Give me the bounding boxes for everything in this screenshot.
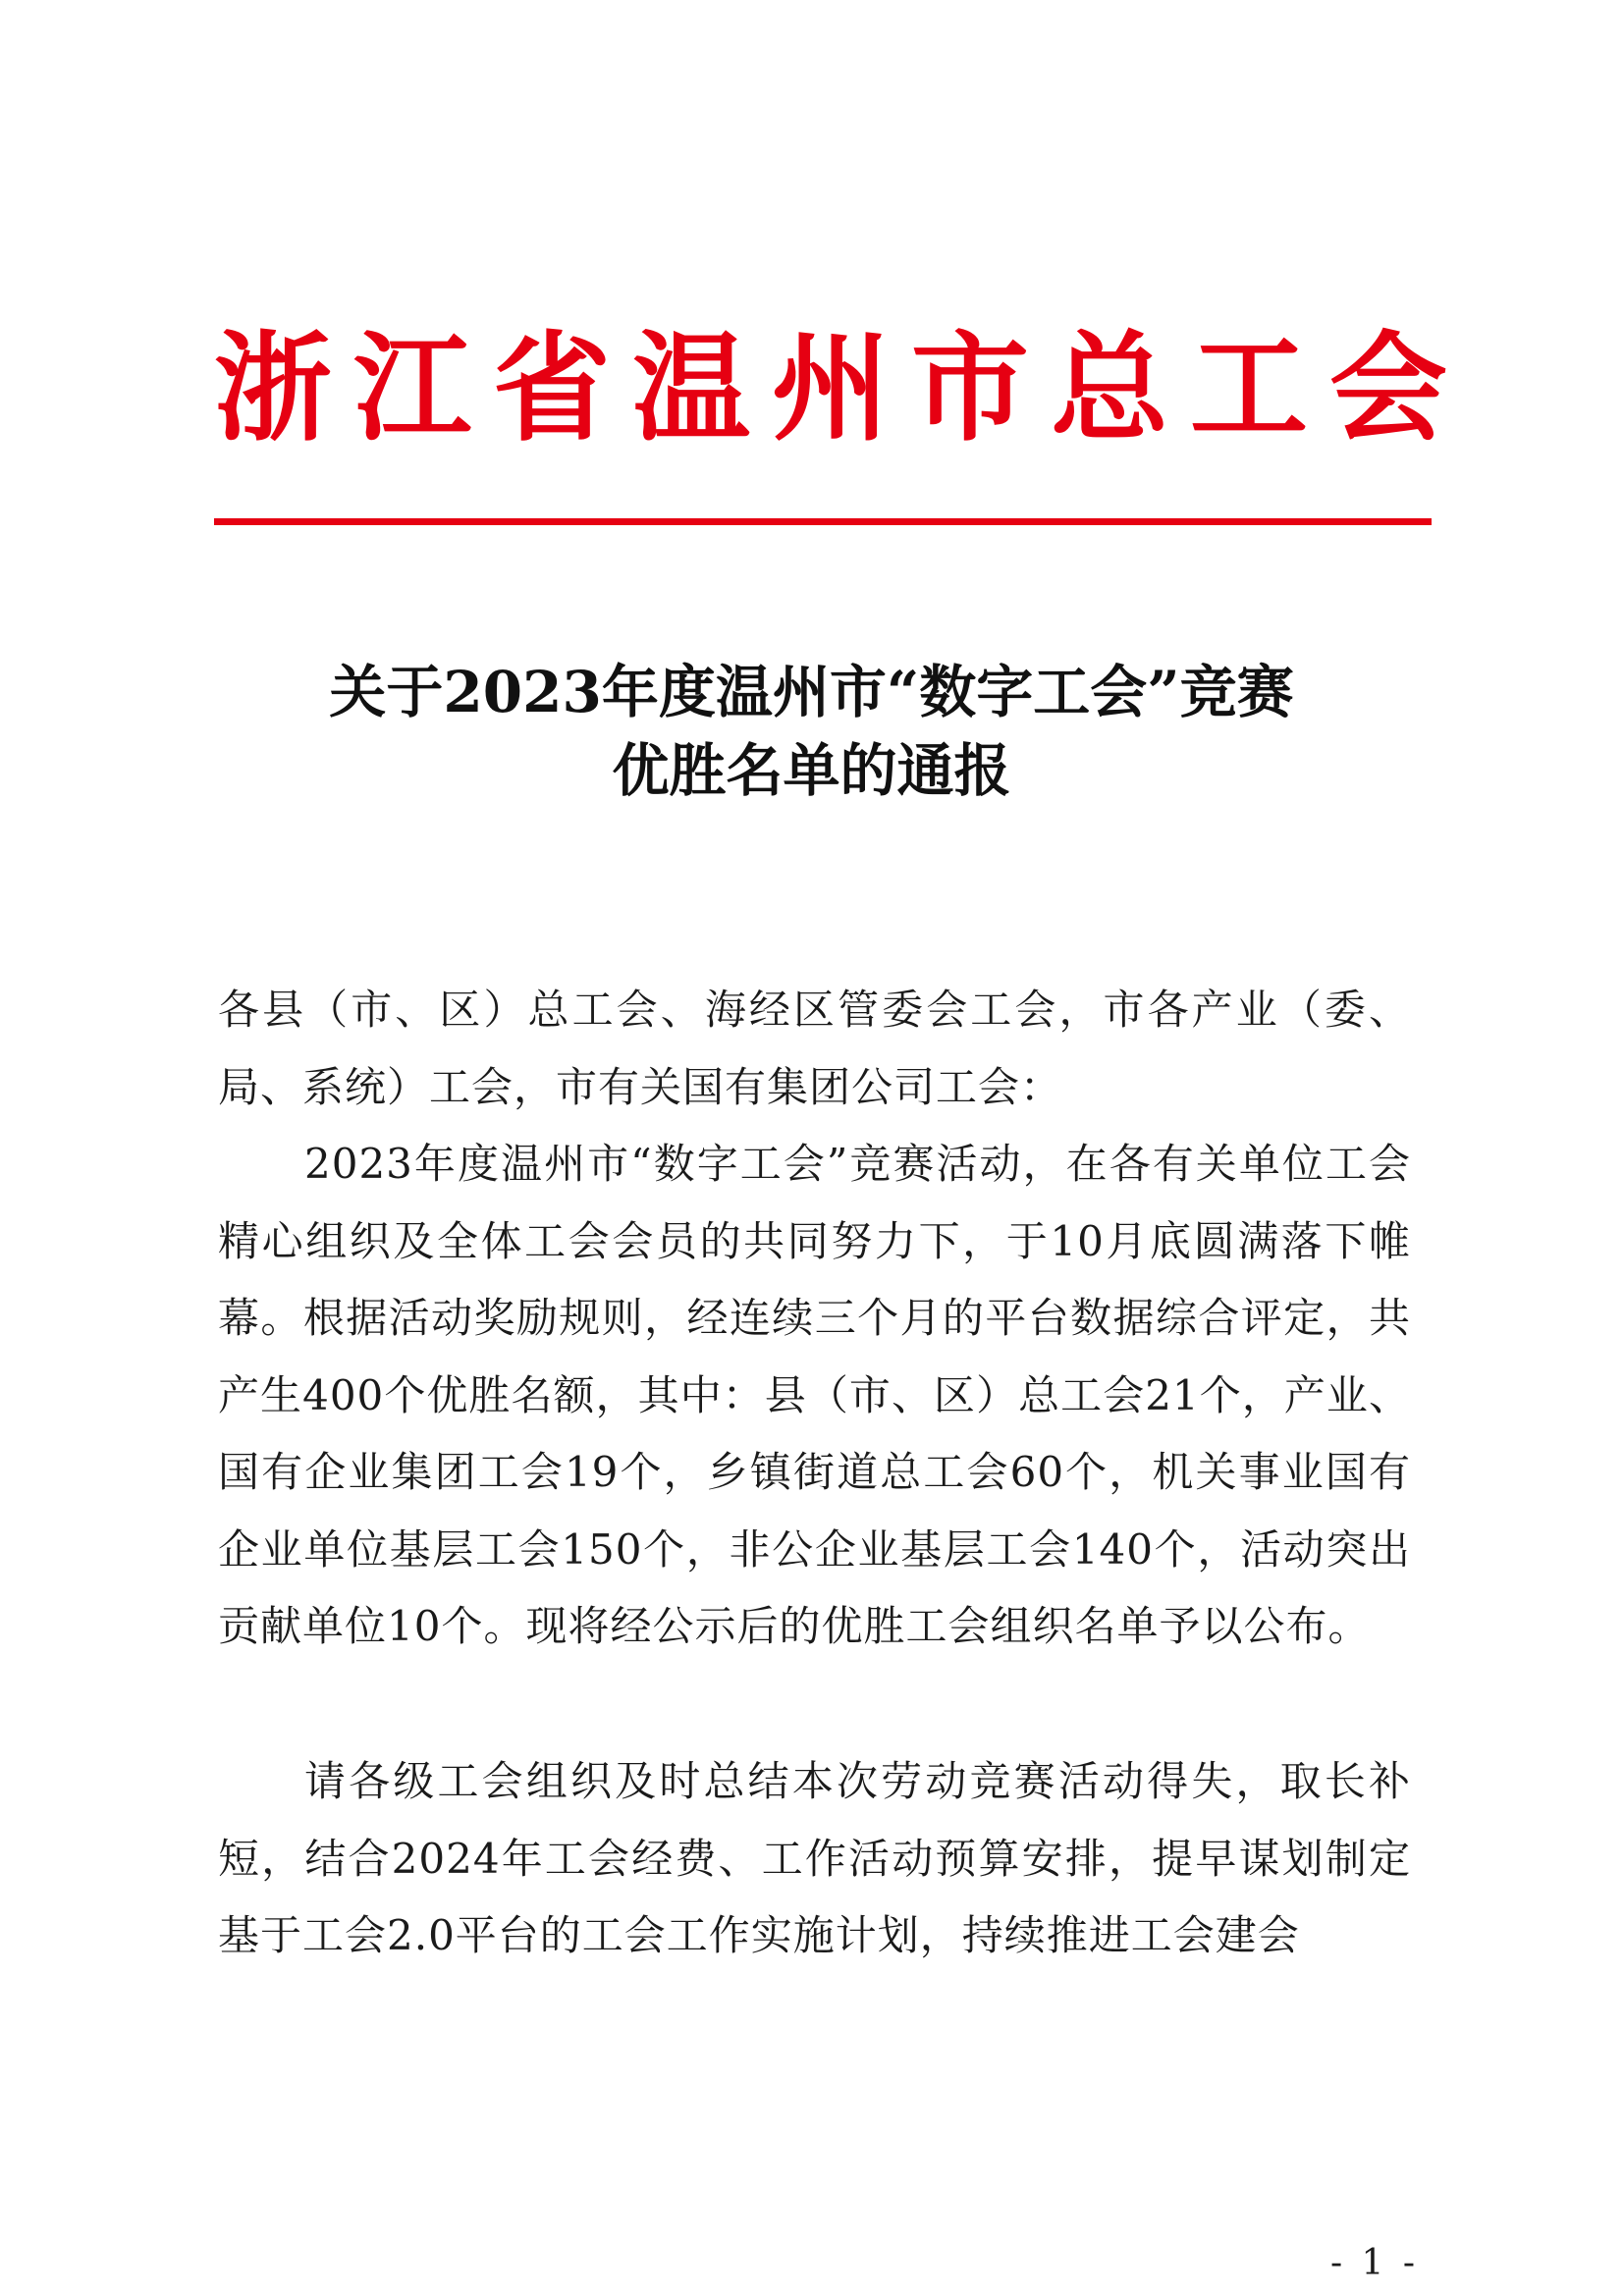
body-paragraph-1: 2023年度温州市“数字工会”竞赛活动，在各有关单位工会精心组织及全体工会会员的共同努力下，于10月底圆满落下帷幕。根据活动奖励规则，经连续三个月的平台数据综合评定，共产生400个优胜名额，其中：县（市、区）总工会21个，产业、国有企业集团工会19个，乡镇街道总工会60个，机关事业国有企业单位基层工会150个，非公企业基层工会140个，活动突出贡献单位10个。现将经公示后的优胜工会组织名单予以公布。 [218,1140,1411,1650]
red-divider-rule [214,518,1432,525]
document-title-line-1: 关于2023年度温州市“数字工会”竞赛 [329,659,1294,725]
masthead-title: 浙江省温州市总工会 [214,321,1469,457]
page-number: - 1 - [1329,2243,1420,2283]
document-title-line-2: 优胜名单的通报 [612,737,1011,804]
salutation: 各县（市、区）总工会、海经区管委会工会，市各产业（委、局、系统）工会，市有关国有集团公司工会： [218,986,1411,1111]
body-paragraph-2: 请各级工会组织及时总结本次劳动竞赛活动得失，取长补短，结合2024年工会经费、工作活动预算安排，提早谋划制定基于工会2.0平台的工会工作实施计划，持续推进工会建会 [218,1757,1411,1959]
